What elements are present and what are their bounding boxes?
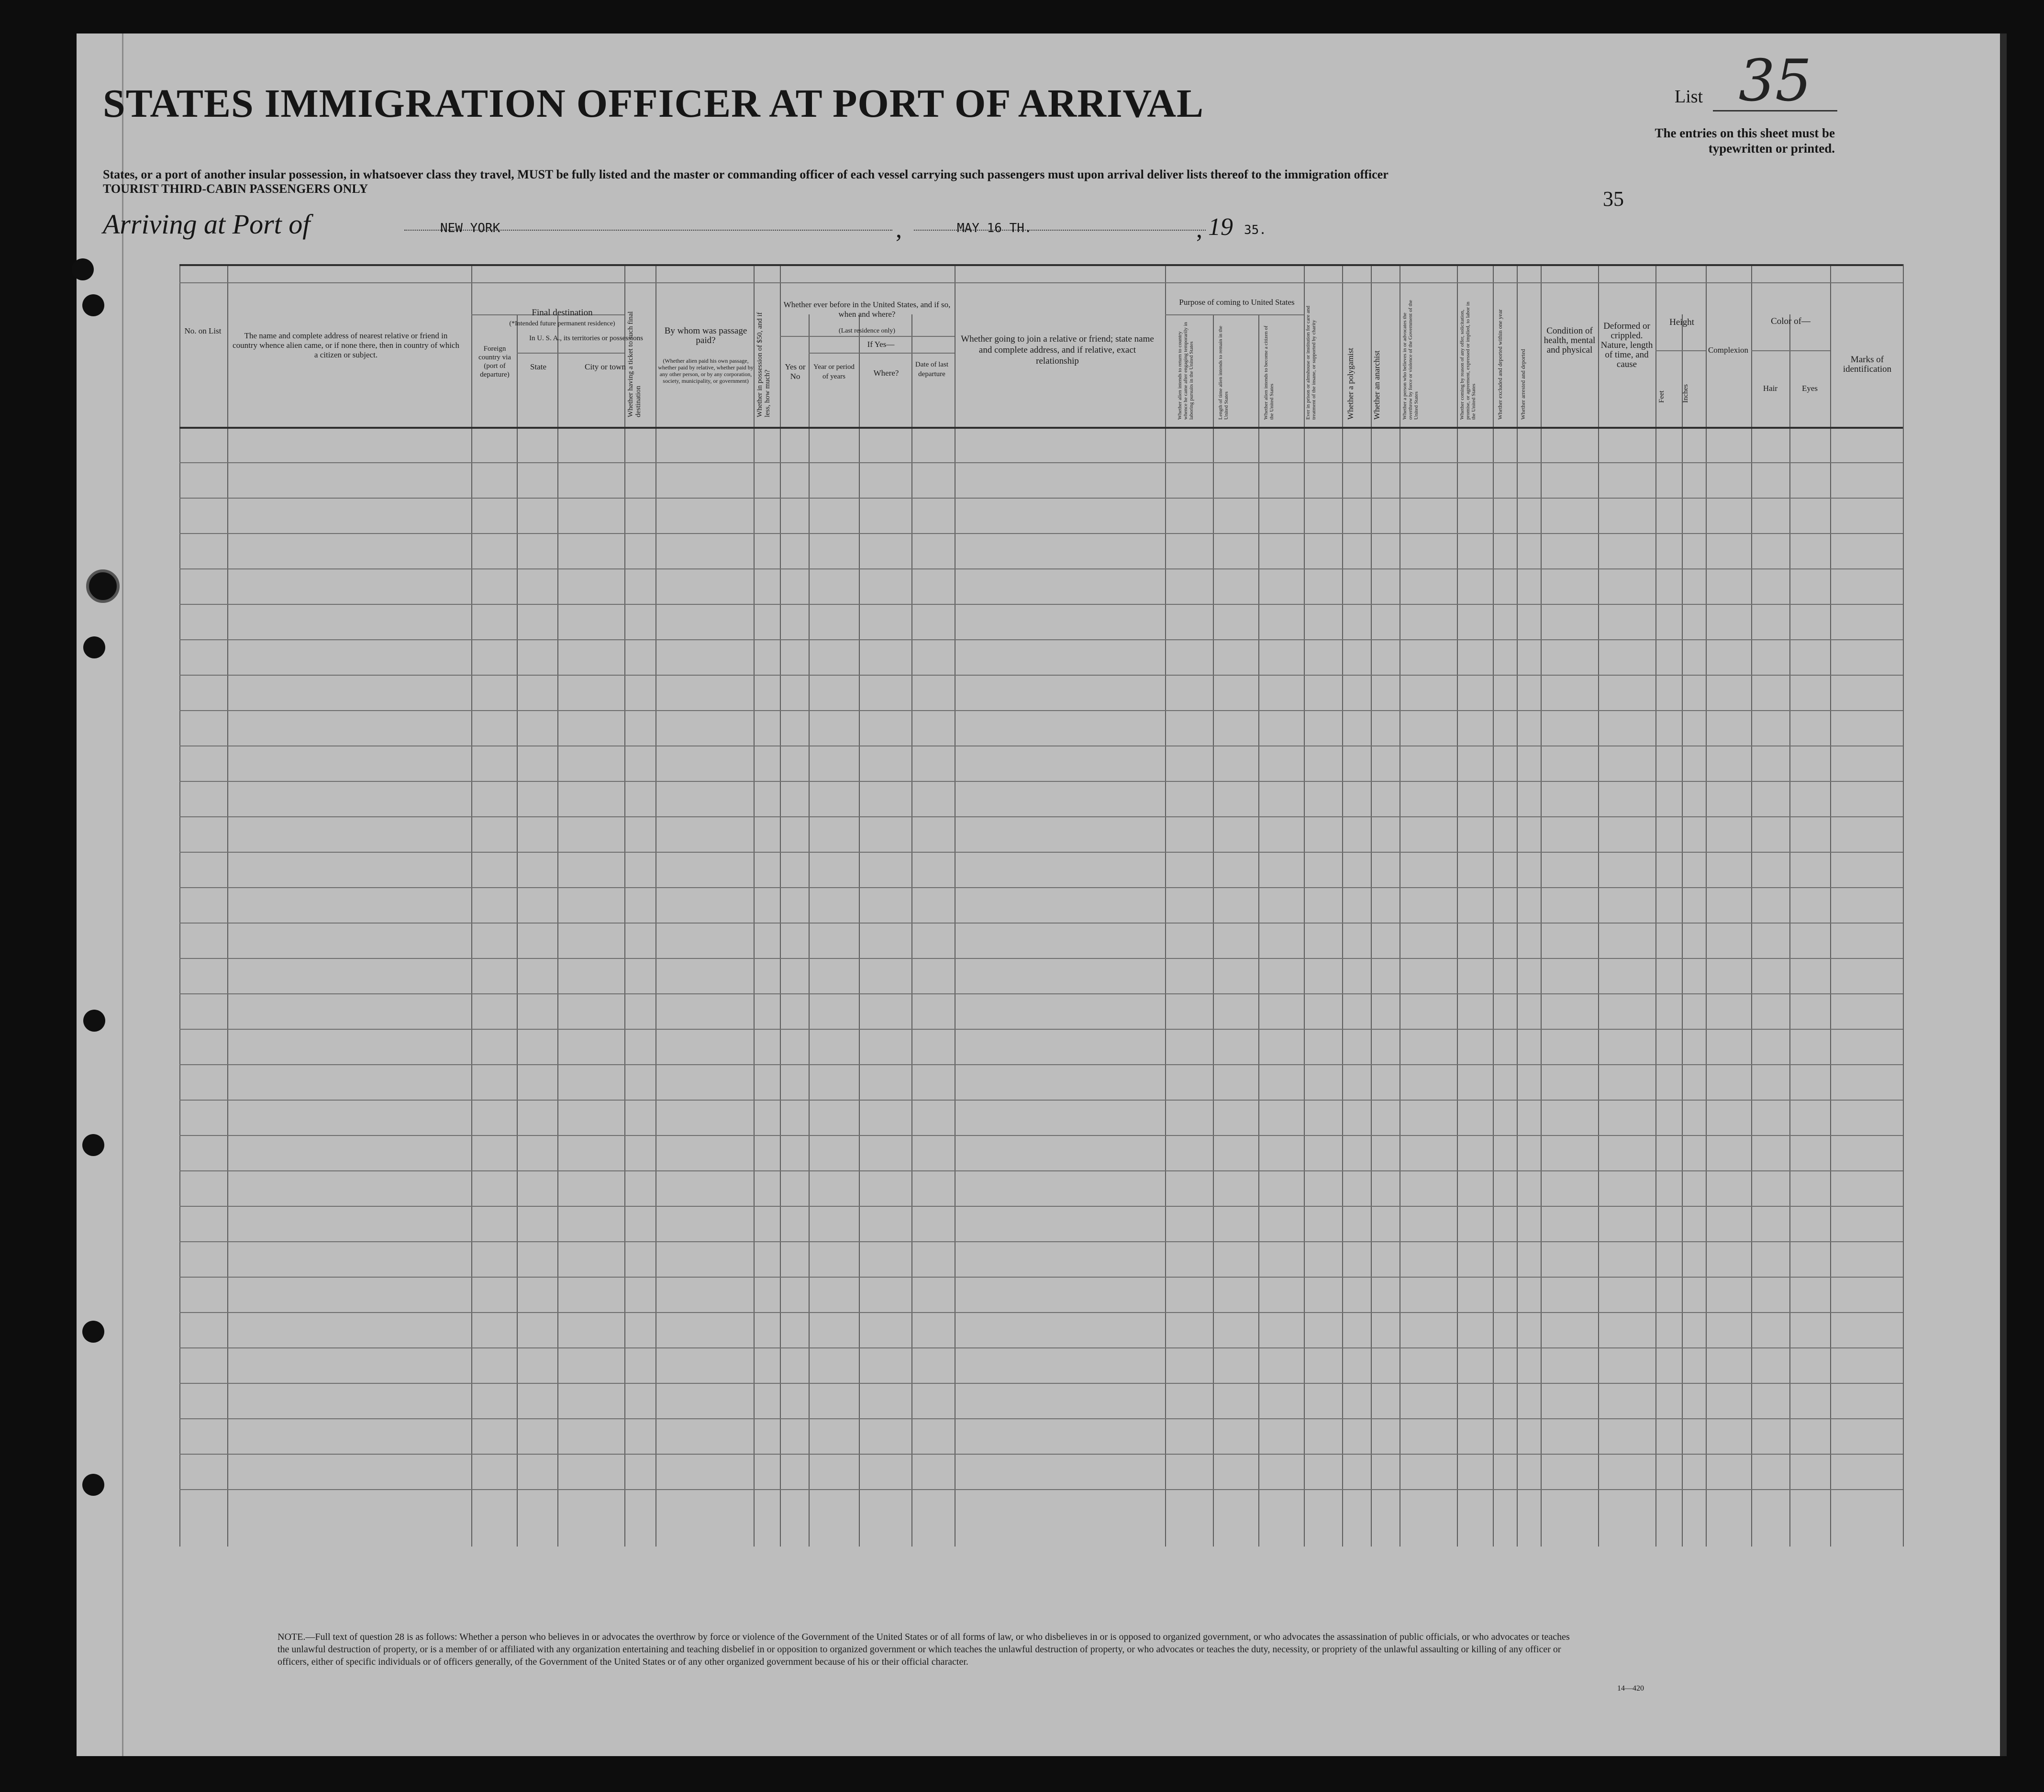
header-eyes: Eyes: [1801, 384, 1818, 393]
row-rule: [179, 675, 1903, 676]
header-anarchist: Whether an anarchist: [1372, 350, 1381, 420]
row-rule: [179, 816, 1903, 817]
column-rule: [1655, 264, 1656, 1547]
row-rule: [179, 1206, 1903, 1207]
column-rule: [1541, 264, 1542, 1547]
sub-header-rule: [1165, 314, 1304, 315]
header-deformed: Deformed or crippled. Nature, length of time, and cause: [1600, 321, 1653, 369]
column-rule: [1751, 264, 1752, 1547]
punch-hole: [82, 1474, 104, 1496]
row-rule: [179, 1383, 1903, 1384]
header-color: Color of—: [1771, 316, 1811, 326]
row-rule: [179, 604, 1903, 605]
column-rule: [1830, 264, 1831, 1547]
row-rule: [179, 923, 1903, 924]
column-rule: [1493, 264, 1494, 1547]
comma: ,: [896, 216, 902, 243]
column-rule: [624, 264, 625, 1547]
sub-header-rule: [1751, 350, 1830, 351]
punch-hole: [82, 1321, 104, 1343]
header-prison: Ever in prison or almshouse or institution for care and treatment of the insane, or supported by charity: [1305, 306, 1317, 420]
row-rule: [179, 710, 1903, 711]
punch-hole: [83, 636, 105, 658]
row-rule: [179, 1347, 1903, 1348]
passenger-class: TOURIST THIRD-CABIN PASSENGERS ONLY: [103, 182, 368, 196]
header-ever-before-note: (Last residence only): [838, 327, 896, 334]
sub-column-rule: [1213, 314, 1214, 1547]
punch-hole-reinforced: [86, 569, 120, 603]
header-in-usa: In U. S. A., its territories or possessions: [529, 334, 643, 342]
column-rule: [179, 264, 180, 1547]
header-q29: Whether coming by reason of any offer, solicitation, promise, or agreement, expressed or implied, to labor in the United States: [1459, 301, 1477, 420]
header-foreign-country: Foreign country via (port of departure): [478, 345, 511, 378]
sub-column-rule: [809, 314, 810, 1547]
sub-column-rule: [859, 314, 860, 1547]
page-number: 35: [1603, 187, 1624, 211]
row-rule: [179, 958, 1903, 959]
row-rule: [179, 887, 1903, 888]
sub-column-rule: [557, 314, 558, 1547]
date-value: MAY 16 TH.: [957, 221, 1032, 235]
row-rule: [179, 1489, 1903, 1490]
header-nearest-relative: The name and complete address of nearest relative or friend in country whence alien came, or if none there, then in country of which a citizen or subject.: [233, 331, 459, 359]
header-purpose-citizen: Whether alien intends to become a citizen of the United States: [1263, 325, 1275, 420]
page-title: STATES IMMIGRATION OFFICER AT PORT OF ARRIVAL: [103, 81, 1204, 126]
row-rule: [179, 993, 1903, 994]
header-height: Height: [1669, 317, 1694, 327]
table-top-rule: [179, 264, 1903, 266]
row-rule: [179, 1418, 1903, 1419]
binding-margin-line: [122, 33, 123, 1756]
row-rule: [179, 462, 1903, 463]
row-rule: [179, 1454, 1903, 1455]
list-label: List: [1675, 87, 1703, 107]
row-rule: [179, 639, 1903, 640]
header-marks: Marks of identification: [1843, 355, 1892, 374]
header-q31: Whether arrested and deported: [1520, 349, 1526, 420]
punch-hole: [72, 258, 94, 280]
column-rule: [1457, 264, 1458, 1547]
header-q28: Whether a person who believes in or advocates the overthrow by force or violence of the Government of the United States: [1402, 300, 1419, 420]
row-rule: [179, 533, 1903, 534]
header-final-destination: Final destination: [532, 308, 593, 318]
header-where: Where?: [873, 368, 899, 378]
header-join-relative: Whether going to join a relative or friend; state name and complete address, and if relative, exact relationship: [961, 334, 1154, 366]
column-rule: [1706, 264, 1707, 1547]
header-complexion: Complexion: [1708, 345, 1749, 355]
column-rule: [227, 264, 228, 1547]
row-rule: [179, 1135, 1903, 1136]
row-rule: [179, 498, 1903, 499]
port-value: NEW YORK: [440, 221, 500, 235]
question-28-note: NOTE.—Full text of question 28 is as follows: Whether a person who believes in or advocates the overthrow by force or violence of the Government of the United States or of all forms of law, or who disbelieves in or is opposed to organized government, or who advocates the assassination of public officials, or who advocates or teaches the unlawful destruction of property, or is a member of or affiliated with any organization entertaining and teaching disbelief in or opposition to organized government or which teaches the unlawful destruction of property, or who advocates or teaches the duty, necessity, or propriety of the unlawful assaulting or killing of any officer or officers, either of specific individuals or of officers generally, of the Government of the United States or of any other organized government because of his or their official character.: [278, 1632, 1570, 1667]
row-rule: [179, 1100, 1903, 1101]
form-number: 14—420: [1617, 1684, 1644, 1692]
punch-hole: [83, 1010, 105, 1032]
header-passage-paid: By whom was passage paid?: [664, 326, 747, 345]
column-number-rule: [179, 282, 1903, 283]
header-last-departure: Date of last departure: [915, 361, 949, 378]
header-passage-paid-note: (Whether alien paid his own passage, whether paid by relative, whether paid by any other person, or by any corporation, society, municipality, or government): [658, 357, 754, 384]
comma: ,: [1196, 216, 1202, 243]
header-hair: Hair: [1763, 384, 1778, 393]
column-rule: [754, 264, 755, 1547]
row-rule: [179, 568, 1903, 569]
header-state: State: [530, 362, 546, 371]
header-purpose: Purpose of coming to United States: [1179, 298, 1295, 307]
sub-column-rule: [911, 314, 912, 1547]
row-rule: [179, 1277, 1903, 1278]
year-prefix: 19: [1208, 213, 1233, 241]
header-bottom-rule: [179, 427, 1903, 429]
column-rule: [1304, 264, 1305, 1547]
header-q30: Whether excluded and deported within one year: [1497, 309, 1503, 420]
manifest-table: [179, 264, 1903, 1547]
instruction-text: States, or a port of another insular possession, in whatsoever class they travel, MUST be fully listed and the master or commanding officer of each vessel carrying such passengers must upon arrival deliver lists thereof to the immigration officer: [103, 167, 1389, 181]
header-health: Condition of health, mental and physical: [1544, 326, 1596, 355]
row-rule: [179, 1312, 1903, 1313]
row-rule: [179, 1029, 1903, 1030]
sub-column-rule: [1682, 314, 1683, 1547]
header-year-period: Year or period of years: [813, 363, 855, 380]
column-rule: [1517, 264, 1518, 1547]
sub-header-rule: [1655, 350, 1706, 351]
typewritten-notice: The entries on this sheet must be typewritten or printed.: [1655, 126, 1835, 156]
list-number: 35: [1713, 53, 1837, 111]
header-ever-before: Whether ever before in the United States, and if so, when and where?: [783, 300, 951, 319]
row-rule: [179, 852, 1903, 853]
row-rule: [179, 1170, 1903, 1171]
punch-hole: [82, 294, 104, 316]
header-inches: Inches: [1682, 384, 1689, 403]
column-rule: [1371, 264, 1372, 1547]
header-ticket: Whether having a ticket to such final destination: [627, 311, 642, 417]
header-if-yes: If Yes—: [867, 340, 895, 349]
header-yes-no: Yes or No: [785, 362, 806, 381]
header-final-destination-note: (*Intended future permanent residence): [509, 320, 615, 327]
sub-header-rule: [809, 353, 955, 354]
column-rule: [471, 264, 472, 1547]
year-suffix: 35.: [1244, 223, 1266, 237]
column-rule: [1342, 264, 1343, 1547]
row-rule: [179, 781, 1903, 782]
header-purpose-return: Whether alien intends to return to country whence he came after engaging temporarily in laboring pursuits in the United States: [1177, 322, 1194, 420]
header-city: City or town: [585, 362, 626, 371]
header-purpose-length: Length of time alien intends to remain in the United States: [1218, 325, 1229, 420]
column-rule: [1165, 264, 1166, 1547]
column-rule: [655, 264, 656, 1547]
sub-column-rule: [517, 314, 518, 1547]
header-polygamist: Whether a polygamist: [1346, 347, 1355, 420]
column-rule: [1903, 264, 1904, 1547]
sub-header-rule: [780, 336, 955, 337]
header-fifty-dollars: Whether in possession of $50, and if less, how much?: [756, 312, 771, 417]
column-rule: [1598, 264, 1599, 1547]
sub-column-rule: [1789, 314, 1790, 1547]
row-rule: [179, 1064, 1903, 1065]
header-feet: Feet: [1658, 390, 1666, 403]
sub-header-rule: [517, 353, 624, 354]
column-rule: [780, 264, 781, 1547]
sub-column-rule: [1258, 314, 1259, 1547]
header-no-on-list: No. on List: [184, 326, 222, 335]
row-rule: [179, 1241, 1903, 1242]
punch-hole: [82, 1134, 104, 1156]
arriving-label: Arriving at Port of: [103, 209, 311, 240]
